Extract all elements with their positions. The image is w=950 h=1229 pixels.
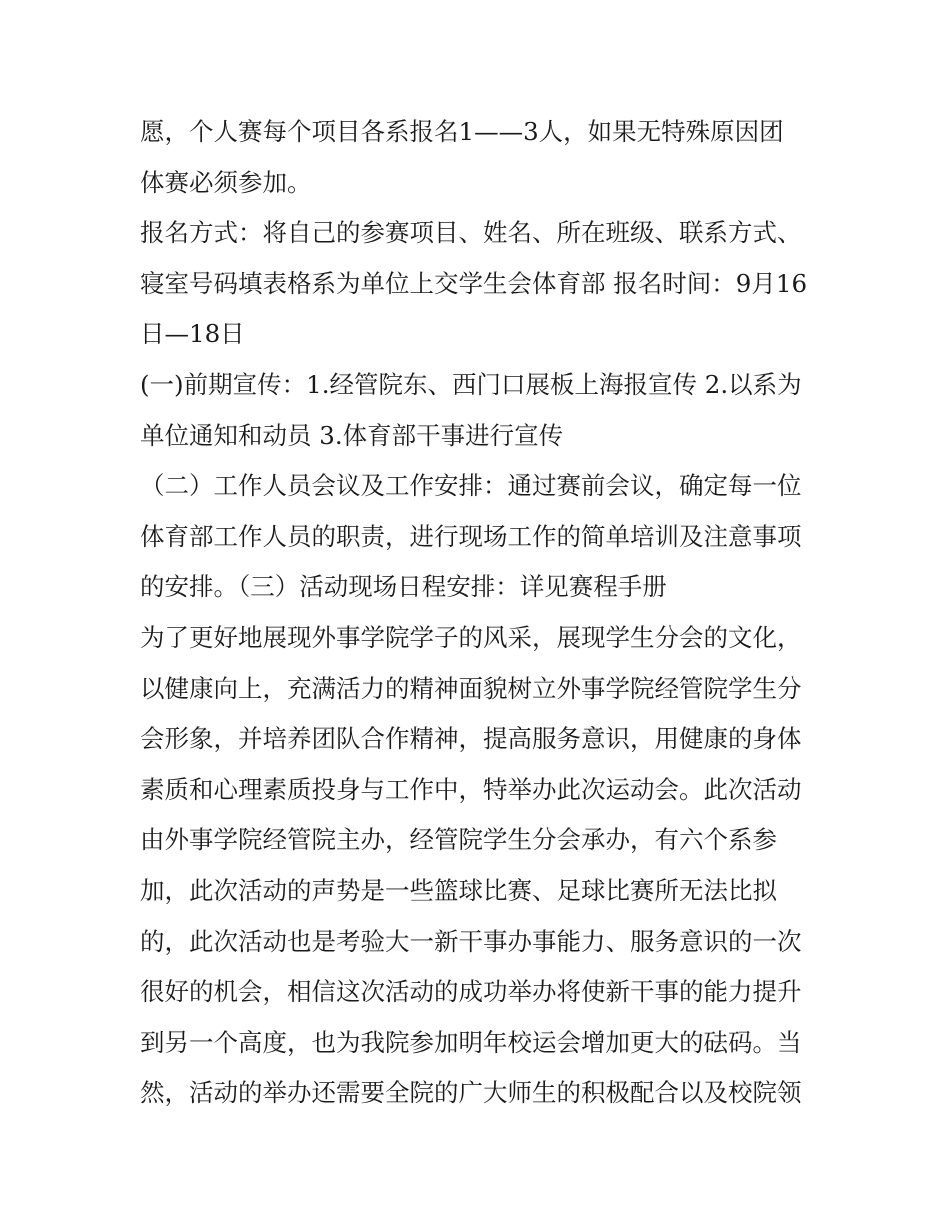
text-line: 以健康向上，充满活力的精神面貌树立外事学院经管院学生分 — [140, 673, 802, 703]
text-line: 加，此次活动的声势是一些篮球比赛、足球比赛所无法比拟 — [140, 875, 777, 905]
text-line: 体赛必须参加。 — [140, 167, 312, 197]
text-line: 到另一个高度，也为我院参加明年校运会增加更大的砝码。当 — [140, 1027, 802, 1057]
text-line: 然，活动的举办还需要全院的广大师生的积极配合以及校院领 — [140, 1078, 802, 1108]
text-line: 素质和心理素质投身与工作中，特举办此次运动会。此次活动 — [140, 774, 802, 804]
document-body — [140, 107, 830, 1119]
text-line: 单位通知和动员 3.体育部干事进行宣传 — [140, 420, 564, 450]
text-line: 寝室号码填表格系为单位上交学生会体育部 报名时间：9月16 — [140, 268, 808, 298]
text-line: (一)前期宣传：1.经管院东、西门口展板上海报宣传 2.以系为 — [140, 369, 802, 399]
text-line: 为了更好地展现外事学院学子的风采，展现学生分会的文化， — [140, 622, 802, 652]
text-line: 体育部工作人员的职责，进行现场工作的简单培训及注意事项 — [140, 521, 802, 551]
text-line: 很好的机会，相信这次活动的成功举办将使新干事的能力提升 — [140, 977, 802, 1007]
text-line: 会形象，并培养团队合作精神，提高服务意识，用健康的身体 — [140, 724, 802, 754]
text-line: 由外事学院经管院主办，经管院学生分会承办，有六个系参 — [140, 825, 777, 855]
text-line: 愿，个人赛每个项目各系报名1——3人，如果无特殊原因团 — [140, 117, 784, 146]
text-line: 报名方式：将自己的参赛项目、姓名、所在班级、联系方式、 — [140, 218, 802, 248]
text-line: 的安排。（三）活动现场日程安排：详见赛程手册 — [140, 572, 667, 602]
text-line: 的，此次活动也是考验大一新干事办事能力、服务意识的一次 — [140, 926, 802, 956]
text-line: 日—18日 — [140, 319, 245, 349]
text-line: （二）工作人员会议及工作安排：通过赛前会议，确定每一位 — [140, 471, 802, 501]
